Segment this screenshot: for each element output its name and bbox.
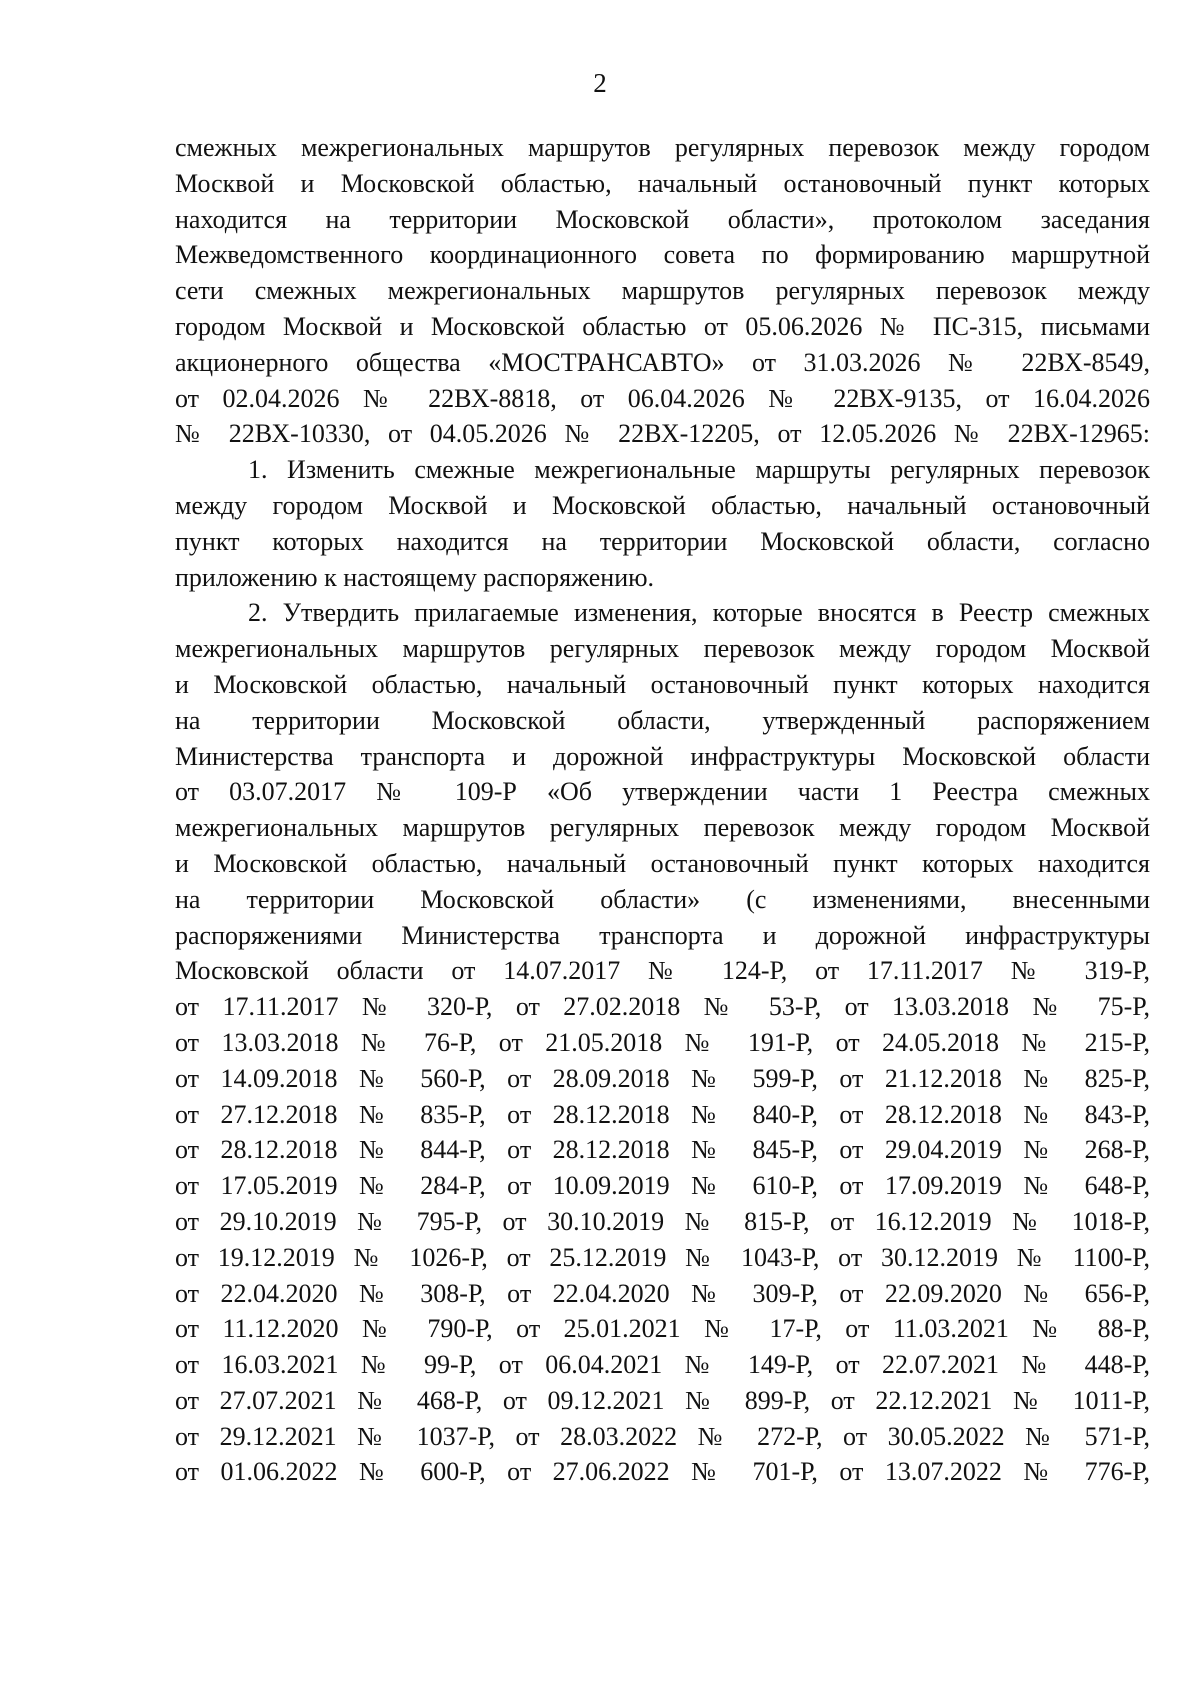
text-line: 2. Утвердить прилагаемые изменения, которые вносятся в Реестр смежных bbox=[248, 598, 1150, 628]
text-line: пункт которых находится на территории Московской области, согласно bbox=[175, 526, 1150, 556]
paragraph-item-2 bbox=[175, 595, 1150, 1490]
document-body bbox=[175, 130, 1150, 1490]
page-number: 2 bbox=[593, 68, 607, 98]
text-line: от 28.12.2018 № 844-Р, от 28.12.2018 № 845-Р, от 29.04.2019 № 268-Р, bbox=[175, 1135, 1150, 1165]
text-line: от 27.12.2018 № 835-Р, от 28.12.2018 № 840-Р, от 28.12.2018 № 843-Р, bbox=[175, 1099, 1150, 1129]
text-line: от 01.06.2022 № 600-Р, от 27.06.2022 № 701-Р, от 13.07.2022 № 776-Р, bbox=[175, 1457, 1150, 1487]
text-line: между городом Москвой и Московской областью, начальный остановочный bbox=[175, 490, 1150, 520]
text-line: смежных межрегиональных маршрутов регулярных перевозок между городом bbox=[175, 133, 1150, 162]
text-line: от 22.04.2020 № 308-Р, от 22.04.2020 № 309-Р, от 22.09.2020 № 656-Р, bbox=[175, 1278, 1150, 1308]
text-line: от 19.12.2019 № 1026-Р, от 25.12.2019 № 1043-Р, от 30.12.2019 № 1100-Р, bbox=[175, 1242, 1150, 1272]
paragraph-intro bbox=[175, 130, 1150, 452]
text-line: находится на территории Московской области», протоколом заседания bbox=[175, 204, 1150, 234]
text-line: на территории Московской области, утвержденный распоряжением bbox=[175, 705, 1150, 735]
paragraph-item-1 bbox=[175, 452, 1150, 595]
text-line: от 16.03.2021 № 99-Р, от 06.04.2021 № 149-Р, от 22.07.2021 № 448-Р, bbox=[175, 1350, 1150, 1380]
text-line: от 13.03.2018 № 76-Р, от 21.05.2018 № 191-Р, от 24.05.2018 № 215-Р, bbox=[175, 1027, 1150, 1057]
text-line: распоряжениями Министерства транспорта и дорожной инфраструктуры bbox=[175, 920, 1150, 950]
text-line: Межведомственного координационного совета по формированию маршрутной bbox=[175, 240, 1150, 270]
text-line: от 14.09.2018 № 560-Р, от 28.09.2018 № 599-Р, от 21.12.2018 № 825-Р, bbox=[175, 1063, 1150, 1093]
text-line: от 17.11.2017 № 320-Р, от 27.02.2018 № 53-Р, от 13.03.2018 № 75-Р, bbox=[175, 992, 1150, 1022]
text-line: 1. Изменить смежные межрегиональные маршруты регулярных перевозок bbox=[248, 455, 1150, 485]
text-line: от 11.12.2020 № 790-Р, от 25.01.2021 № 17-Р, от 11.03.2021 № 88-Р, bbox=[175, 1314, 1150, 1344]
text-line: и Московской областью, начальный остановочный пункт которых находится bbox=[175, 669, 1150, 699]
text-line: от 17.05.2019 № 284-Р, от 10.09.2019 № 610-Р, от 17.09.2019 № 648-Р, bbox=[175, 1171, 1150, 1201]
text-line: от 29.10.2019 № 795-Р, от 30.10.2019 № 815-Р, от 16.12.2019 № 1018-Р, bbox=[175, 1206, 1150, 1236]
text-line: сети смежных межрегиональных маршрутов регулярных перевозок между bbox=[175, 276, 1150, 306]
text-line: от 29.12.2021 № 1037-Р, от 28.03.2022 № 272-Р, от 30.05.2022 № 571-Р, bbox=[175, 1421, 1150, 1451]
text-line: и Московской областью, начальный остановочный пункт которых находится bbox=[175, 848, 1150, 878]
text-line: приложению к настоящему распоряжению. bbox=[175, 562, 655, 592]
text-line: от 27.07.2021 № 468-Р, от 09.12.2021 № 899-Р, от 22.12.2021 № 1011-Р, bbox=[175, 1385, 1150, 1415]
text-line: акционерного общества «МОСТРАНСАВТО» от 31.03.2026 № 22ВХ-8549, bbox=[175, 347, 1150, 377]
text-line: городом Москвой и Московской областью от 05.06.2026 № ПС-315, письмами bbox=[175, 311, 1150, 341]
text-line: № 22ВХ-10330, от 04.05.2026 № 22ВХ-12205, от 12.05.2026 № 22ВХ-12965: bbox=[175, 419, 1150, 449]
text-line: межрегиональных маршрутов регулярных перевозок между городом Москвой bbox=[175, 813, 1150, 843]
text-line: от 03.07.2017 № 109-Р «Об утверждении части 1 Реестра смежных bbox=[175, 777, 1150, 807]
text-line: межрегиональных маршрутов регулярных перевозок между городом Москвой bbox=[175, 634, 1150, 664]
text-line: от 02.04.2026 № 22ВХ-8818, от 06.04.2026 № 22ВХ-9135, от 16.04.2026 bbox=[175, 383, 1150, 413]
text-line: на территории Московской области» (с изменениями, внесенными bbox=[175, 884, 1150, 914]
text-line: Москвой и Московской областью, начальный остановочный пункт которых bbox=[175, 168, 1150, 198]
text-line: Министерства транспорта и дорожной инфраструктуры Московской области bbox=[175, 741, 1150, 771]
text-line: Московской области от 14.07.2017 № 124-Р, от 17.11.2017 № 319-Р, bbox=[175, 956, 1150, 986]
